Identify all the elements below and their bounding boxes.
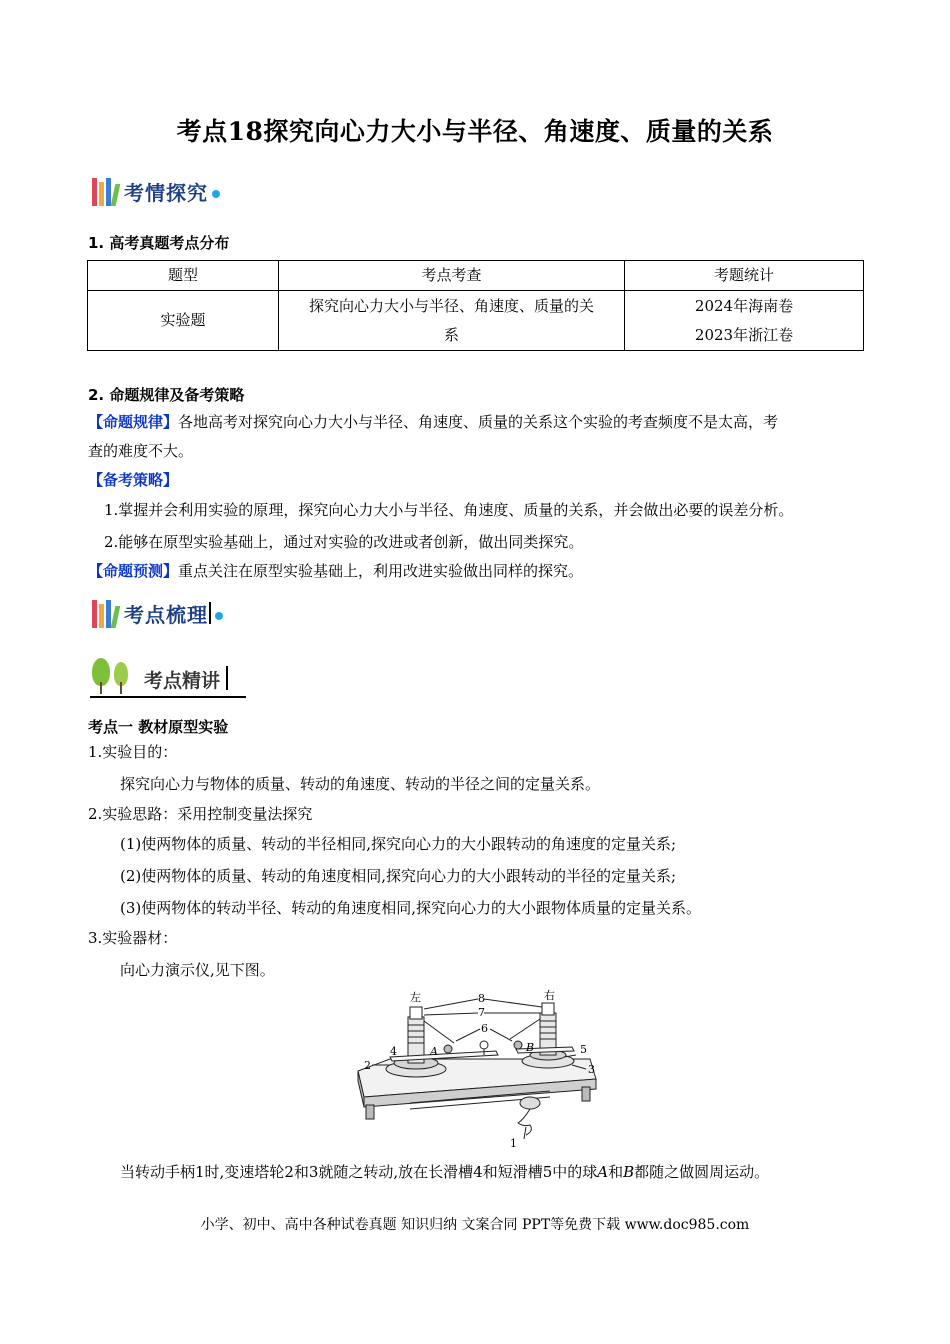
table-cell: 实验题 xyxy=(88,291,279,351)
idea-item: (3)使两物体的转动半径、转动的角速度相同,探究向心力的大小跟物体质量的定量关系。 xyxy=(120,899,702,917)
label-left: 左 xyxy=(410,991,421,1004)
predict-paragraph xyxy=(88,557,583,586)
idea-label: 2.实验思路：采用控制变量法探究 xyxy=(88,805,313,823)
predict-text: 重点关注在原型实验基础上，利用改进实验做出同样的探究。 xyxy=(178,562,584,580)
table-header: 考点考查 xyxy=(279,261,625,291)
ball-a xyxy=(444,1045,452,1053)
label-1: 1 xyxy=(510,1137,517,1150)
section-heading-2: 2. 命题规律及备考策略 xyxy=(88,386,245,404)
cell-line: 2023年浙江卷 xyxy=(694,325,794,344)
cursor-bar xyxy=(209,602,211,624)
table-header: 考题统计 xyxy=(625,261,864,291)
table-cell xyxy=(625,291,864,351)
tree-icon xyxy=(114,662,128,690)
idea-item: (2)使两物体的质量、转动的角速度相同,探究向心力的大小跟转动的半径的定量关系; xyxy=(120,867,677,885)
crank-handle xyxy=(518,1109,531,1135)
idea-item: (1)使两物体的质量、转动的半径相同,探究向心力的大小跟转动的角速度的定量关系; xyxy=(120,835,677,853)
figure-caption xyxy=(120,1158,769,1187)
caption-text: 都随之做圆周运动。 xyxy=(634,1163,770,1181)
predict-tag: 【命题预测】 xyxy=(88,562,179,580)
strategy-item: 1.掌握并会利用实验的原理，探究向心力大小与半径、角速度、质量的关系，并会做出必要的误差分析。 xyxy=(104,501,794,519)
section-banner-kaodian xyxy=(92,598,223,628)
crank-wheel xyxy=(520,1097,540,1109)
centripetal-apparatus-figure xyxy=(350,985,610,1153)
underline xyxy=(90,696,246,698)
aim-text: 探究向心力与物体的质量、转动的角速度、转动的半径之间的定量关系。 xyxy=(120,775,601,793)
section-heading-1: 1. 高考真题考点分布 xyxy=(88,234,230,252)
label-right: 右 xyxy=(544,989,555,1002)
label-ball-b: B xyxy=(526,1041,535,1054)
caption-text: 和 xyxy=(608,1163,624,1181)
short-slot xyxy=(516,1047,574,1053)
dot-icon xyxy=(212,190,220,198)
rule-paragraph xyxy=(88,408,868,466)
subsection-label: 考点精讲 xyxy=(144,670,221,692)
banner-label: 考点梳理 xyxy=(124,602,208,627)
label-4: 4 xyxy=(390,1045,397,1058)
equip-label: 3.实验器材： xyxy=(88,929,178,947)
rule-tag: 【命题规律】 xyxy=(88,413,179,431)
page-footer: 小学、初中、高中各种试卷真题 知识归纳 文案合同 PPT等免费下载 www.doc985.com xyxy=(200,1217,750,1233)
equip-text: 向心力演示仪,见下图。 xyxy=(120,961,275,979)
cell-line: 2024年海南卷 xyxy=(694,296,794,315)
label-2: 2 xyxy=(364,1059,371,1072)
caption-ball-a: A xyxy=(597,1163,609,1181)
cell-line: 探究向心力大小与半径、角速度、质量的关 xyxy=(308,296,594,315)
exam-distribution-table xyxy=(87,260,864,351)
rule-text-cont: 查的难度不大。 xyxy=(88,442,194,460)
leg xyxy=(582,1087,590,1101)
tree-icon xyxy=(92,658,110,690)
strategy-tag: 【备考策略】 xyxy=(88,471,179,489)
subsection-banner xyxy=(90,654,246,700)
label-5: 5 xyxy=(580,1043,587,1056)
section-banner-kaoqing xyxy=(92,176,220,206)
label-3: 3 xyxy=(588,1063,595,1076)
books-icon xyxy=(92,598,118,628)
cursor-bar xyxy=(226,666,228,690)
label-6: 6 xyxy=(481,1022,488,1035)
table-cell xyxy=(279,291,625,351)
banner-label: 考情探究 xyxy=(124,180,208,205)
label-8: 8 xyxy=(478,992,485,1005)
rule-text: 各地高考对探究向心力大小与半径、角速度、质量的关系这个实验的考查频度不是太高，考 xyxy=(178,413,779,431)
caption-text: 当转动手柄1时,变速塔轮2和3就随之转动,放在长滑槽4和短滑槽5中的球 xyxy=(120,1163,598,1181)
aim-label: 1.实验目的： xyxy=(88,743,178,761)
cell-line: 系 xyxy=(443,325,459,344)
dot-icon xyxy=(215,612,223,620)
ball-b xyxy=(514,1041,522,1049)
table-header: 题型 xyxy=(88,261,279,291)
topic-heading: 考点一 教材原型实验 xyxy=(88,718,229,736)
caption-ball-b: B xyxy=(623,1163,635,1181)
label-ball-a: A xyxy=(430,1045,438,1058)
page-title: 考点18探究向心力大小与半径、角速度、质量的关系 xyxy=(176,117,774,146)
books-icon xyxy=(92,176,118,206)
leg xyxy=(366,1105,374,1119)
strategy-item: 2.能够在原型实验基础上，通过对实验的改进或者创新，做出同类探究。 xyxy=(104,533,584,551)
label-7: 7 xyxy=(478,1006,485,1019)
